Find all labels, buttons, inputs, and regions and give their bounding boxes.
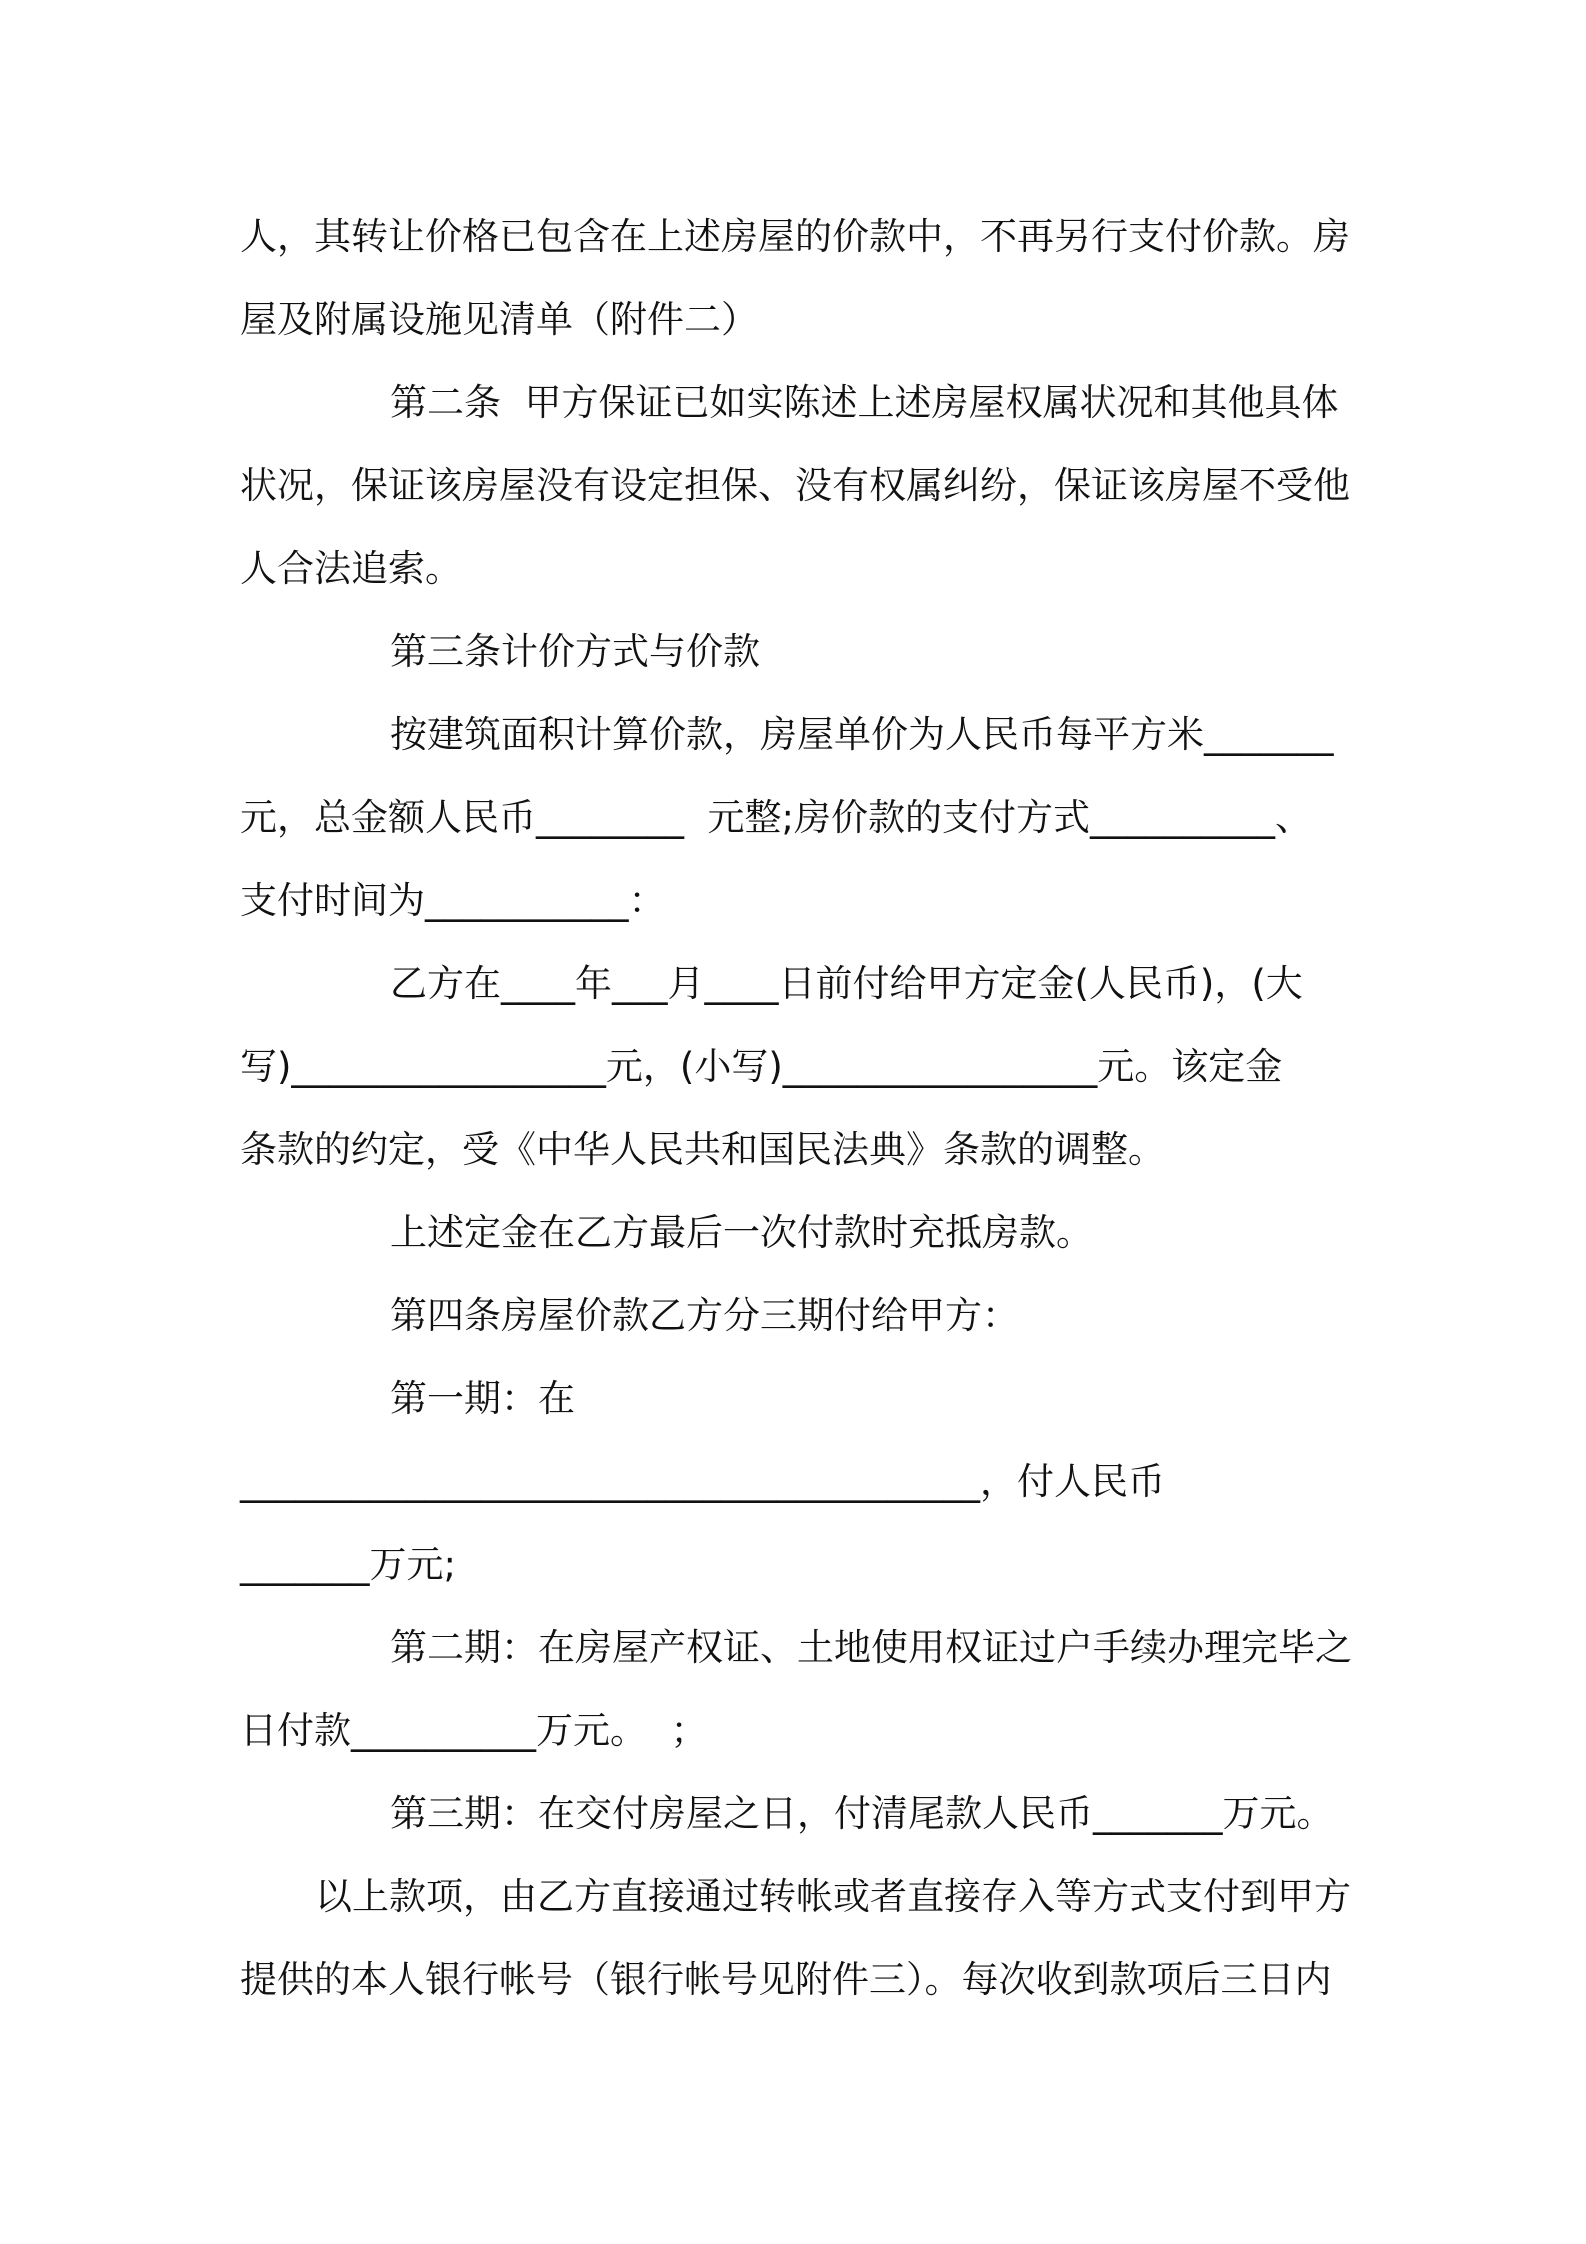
text-line: ________________________________________，付人民币 (240, 1460, 1165, 1503)
installment-1-label: 第一期：在 (390, 1377, 575, 1420)
text-line: 屋及附属设施见清单（附件二） (240, 298, 758, 341)
text-line: 日付款__________万元。 ； (240, 1709, 708, 1752)
text-line: 上述定金在乙方最后一次付款时充抵房款。 (390, 1211, 1093, 1254)
document-body (240, 195, 1360, 2021)
text-line: 以上款项，由乙方直接通过转帐或者直接存入等方式支付到甲方 (315, 1875, 1351, 1918)
article-3-heading: 第三条计价方式与价款 (390, 630, 760, 673)
article-4-heading: 第四条房屋价款乙方分三期付给甲方： (390, 1294, 1019, 1337)
text-line: 人合法追索。 (240, 547, 462, 590)
text-line: 乙方在____年___月____日前付给甲方定金(人民币)，(大 (390, 962, 1303, 1005)
text-line: 条款的约定，受《中华人民共和国民法典》条款的调整。 (240, 1128, 1165, 1171)
installment-3-label: 第三期：在交付房屋之日，付清尾款人民币_______万元。 (390, 1792, 1334, 1835)
text-line: 支付时间为___________： (240, 879, 666, 922)
text-line: 元，总金额人民币________ 元整;房价款的支付方式__________、 (240, 796, 1312, 839)
text-line: 人，其转让价格已包含在上述房屋的价款中，不再另行支付价款。房 (240, 215, 1350, 258)
article-2-heading: 第二条 甲方保证已如实陈述上述房屋权属状况和其他具体 (390, 381, 1339, 424)
text-line: 提供的本人银行帐号（银行帐号见附件三）。每次收到款项后三日内 (240, 1958, 1332, 2001)
text-line: _______万元; (240, 1543, 456, 1586)
text-line: 状况，保证该房屋没有设定担保、没有权属纠纷，保证该房屋不受他 (240, 464, 1350, 507)
text-line: 写)_________________元，(小写)_________________元。该定金 (240, 1045, 1283, 1088)
installment-2-label: 第二期：在房屋产权证、土地使用权证过户手续办理完毕之 (390, 1626, 1352, 1669)
text-line: 按建筑面积计算价款，房屋单价为人民币每平方米_______ (390, 713, 1334, 756)
